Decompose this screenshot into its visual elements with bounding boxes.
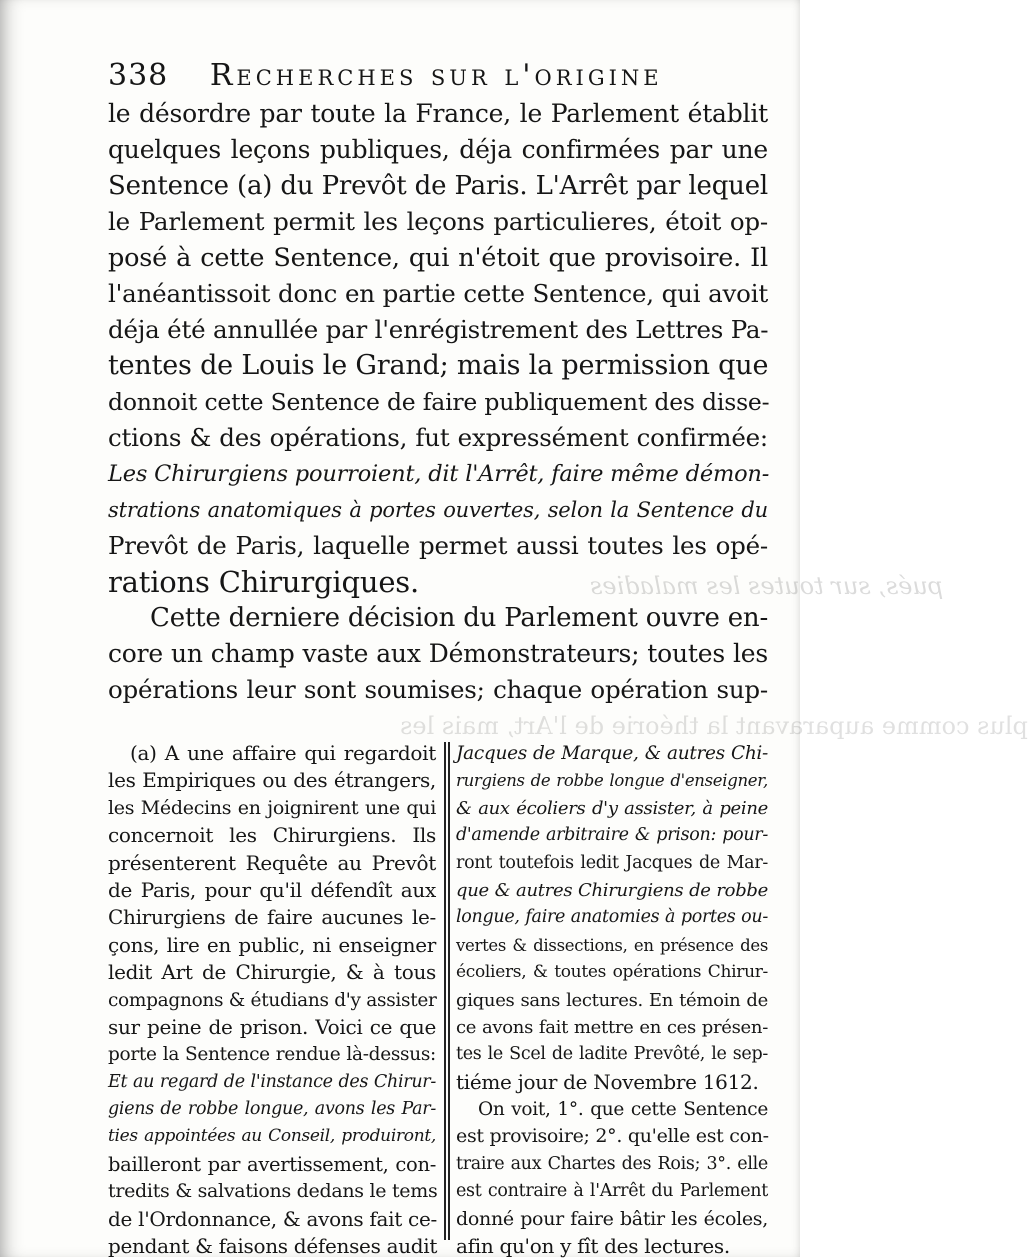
footnote-quote-line: rurgiens de robbe longue d'enseigner,	[456, 771, 768, 791]
running-title: Recherches sur l'origine	[209, 58, 663, 93]
footnote-line: les Médecins en joignirent une qui	[108, 796, 436, 819]
footnote-line: de Paris, pour qu'il défendît aux	[108, 877, 436, 902]
quotation-line: Les Chirurgiens pourroient, dit l'Arrêt, faire même démon-	[108, 461, 770, 487]
text-line: tentes de Louis le Grand; mais la permission que	[108, 350, 769, 381]
footnote-quote-line: longue, faire anatomies à portes ou-	[456, 907, 768, 928]
text-line: opérations leur sont soumises; chaque opération sup-	[108, 675, 768, 704]
footnote-line: de l'Ordonnance, & avons fait ce-	[108, 1206, 437, 1231]
footnote-line: concernoit les Chirurgiens. Ils	[108, 823, 436, 848]
footnote-line: pendant & faisons défenses audit	[108, 1234, 438, 1259]
footnote-line: tiéme jour de Novembre 1612.	[456, 1069, 759, 1094]
text-line: posé à cette Sentence, qui n'étoit que provisoire. Il	[108, 243, 768, 273]
text-line: l'anéantissoit donc en partie cette Sentence, qui avoit	[108, 279, 768, 308]
footnote-quote-line: ties appointées au Conseil, produiront,	[108, 1126, 436, 1147]
column-rule	[448, 742, 450, 1240]
footnote-line: est contraire à l'Arrêt du Parlement	[456, 1181, 768, 1202]
text-line: core un champ vaste aux Démonstrateurs; toutes les	[108, 639, 768, 668]
footnote-line: traire aux Chartes des Rois; 3°. elle	[456, 1153, 768, 1174]
column-rule	[444, 742, 446, 1240]
footnote-quote-line: d'amende arbitraire & prison: pour-	[456, 825, 768, 846]
footnote-line: sur peine de prison. Voici ce que	[108, 1014, 436, 1039]
footnote-line: les Empiriques ou des étrangers,	[108, 768, 436, 793]
footnote-line: tredits & salvations dedans le tems	[108, 1180, 438, 1203]
text-line: Sentence (a) du Prevôt de Paris. L'Arrêt par lequel	[108, 171, 768, 201]
footnote-right-column	[456, 740, 768, 1260]
text-line: Prevôt de Paris, laquelle permet aussi toutes les opé-	[108, 531, 768, 560]
show-through-text: plus comme auparavant la théorie de l'Art, mais les	[400, 712, 1028, 740]
footnote-quote-line: Et au regard de l'instance des Chirur-	[108, 1071, 436, 1092]
footnote-line: donné pour faire bâtir les écoles,	[456, 1207, 768, 1230]
text-line: donnoit cette Sentence de faire publiquement des disse-	[108, 388, 770, 416]
footnote-line: présenterent Requête au Prevôt	[108, 850, 436, 875]
footnote-line: bailleront par avertissement, con-	[108, 1152, 436, 1176]
footnote-line: (a) A une affaire qui regardoit	[130, 741, 436, 765]
quotation-line: strations anatomiques à portes ouvertes, selon la Sentence du	[108, 498, 768, 522]
show-through-text: pués, sur toutes les maladies	[590, 572, 944, 600]
footnote-line: tes le Scel de ladite Prevôté, le sep-	[456, 1044, 768, 1065]
main-text	[108, 96, 768, 708]
footnote-left-column	[108, 740, 436, 1260]
footnote-line: On voit, 1°. que cette Sentence	[478, 1099, 768, 1121]
page-number: 338	[108, 58, 169, 93]
footnote-line: ce avons fait mettre en ces présen-	[456, 1016, 768, 1038]
footnote-line: Chirurgiens de faire aucunes le-	[108, 905, 436, 930]
paragraph-start-line: Cette derniere décision du Parlement ouvre en-	[150, 603, 769, 633]
text-line: le désordre par toute la France, le Parlement établit	[108, 99, 768, 128]
footnote-quote-line: & aux écoliers d'y assister, à peine	[456, 797, 768, 819]
footnote-block	[108, 740, 769, 1259]
footnote-quote-line: Jacques de Marque, & autres Chi-	[456, 743, 768, 764]
footnote-line: çons, lire en public, ni enseigner	[108, 932, 436, 957]
footnote-line: ledit Art de Chirurgie, & à tous	[108, 960, 436, 985]
text-line: ctions & des opérations, fut expressément confirmée:	[108, 423, 768, 452]
footnote-line: écoliers, & toutes opérations Chirur-	[456, 962, 768, 983]
footnote-line: giques sans lectures. En témoin de	[456, 989, 768, 1011]
footnote-line: est provisoire; 2°. qu'elle est con-	[456, 1125, 769, 1148]
footnote-quote-line: giens de robbe longue, avons les Par-	[108, 1099, 436, 1120]
footnote-quote-line: que & autres Chirurgiens de robbe	[456, 879, 768, 901]
text-line: rations Chirurgiques.	[108, 565, 420, 599]
text-line: quelques leçons publiques, déja confirmées par une	[108, 135, 768, 164]
footnote-line: compagnons & étudians d'y assister	[108, 989, 437, 1011]
footnote-line: ront toutefois ledit Jacques de Mar-	[456, 852, 768, 873]
text-line: le Parlement permit les leçons particulieres, étoit op-	[108, 207, 768, 236]
text-line: déja été annullée par l'enrégistrement des Lettres Pa-	[108, 315, 769, 344]
footnote-line: vertes & dissections, en présence des	[456, 935, 768, 955]
page-header	[108, 56, 688, 96]
footnote-line: afin qu'on y fît des lectures.	[456, 1234, 730, 1259]
footnote-line: porte la Sentence rendue là-dessus:	[108, 1044, 436, 1066]
